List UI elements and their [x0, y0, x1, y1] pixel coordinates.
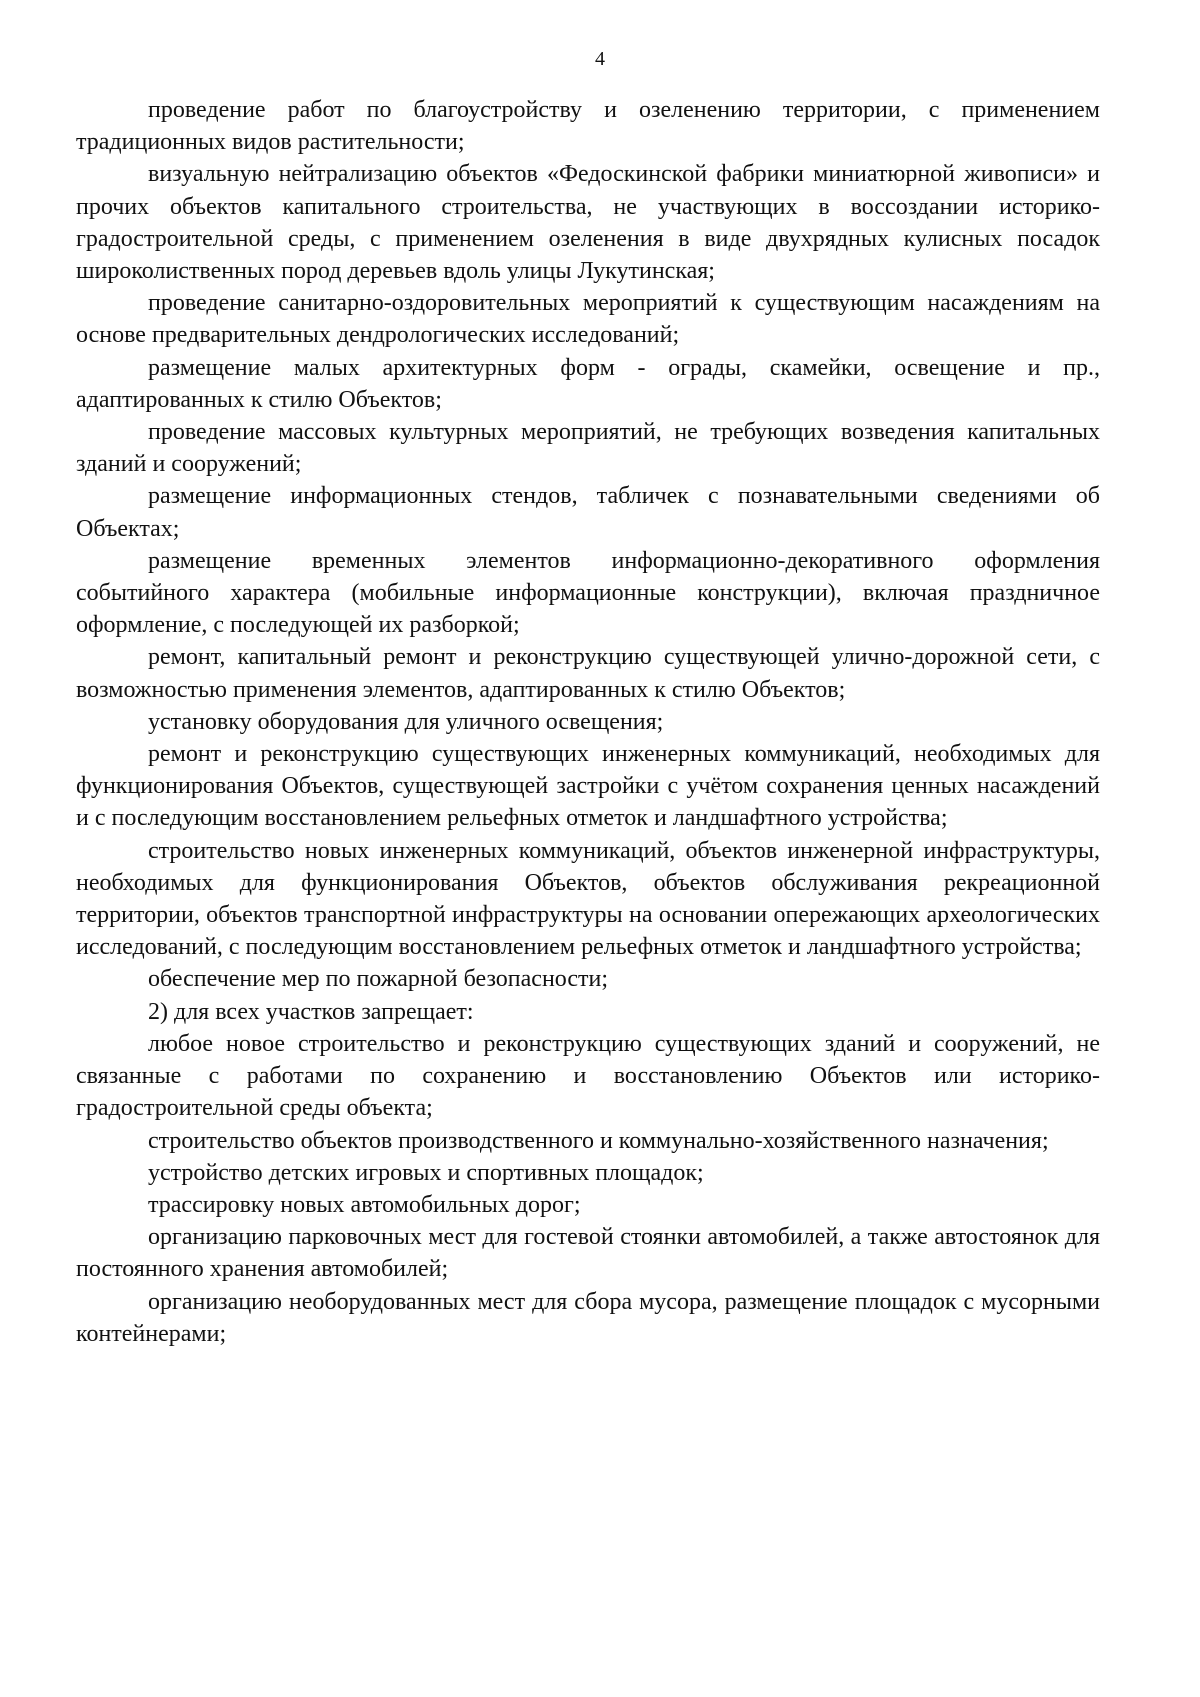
paragraph-new-construction-ban: любое новое строительство и реконструкцию существующих зданий и сооружений, не связанные с работами по сохранению и восстановлению Объектов или историко-градостроительной среды объекта; — [76, 1030, 1100, 1122]
paragraph-prohibitions-heading: 2) для всех участков запрещает: — [148, 998, 474, 1025]
paragraph-fire-safety: обеспечение мер по пожарной безопасности; — [148, 966, 609, 993]
paragraph-cultural-events: проведение массовых культурных мероприятий, не требующих возведения капитальных зданий и сооружений; — [76, 419, 1100, 478]
paragraph-sanitary-measures: проведение санитарно-оздоровительных мероприятий к существующим насаждениям на основе предварительных дендрологических исследований; — [76, 290, 1100, 349]
paragraph-playgrounds-ban: устройство детских игровых и спортивных площадок; — [148, 1159, 704, 1186]
paragraph-landscaping: проведение работ по благоустройству и озеленению территории, с применением традиционных видов растительности; — [76, 97, 1100, 156]
paragraph-information-stands: размещение информационных стендов, табличек с познавательными сведениями об Объектах; — [76, 483, 1100, 542]
page-number: 4 — [595, 48, 605, 70]
paragraph-street-lighting: установку оборудования для уличного освещения; — [148, 708, 664, 735]
paragraph-utilities-repair: ремонт и реконструкцию существующих инженерных коммуникаций, необходимых для функционирования Объектов, существующей застройки с учётом сохранения ценных насаждений и с последующим восстановлением рельефных отметок и ландшафтного устройства; — [76, 741, 1100, 832]
paragraph-small-architectural-forms: размещение малых архитектурных форм - ограды, скамейки, освещение и пр., адаптированных к стилю Объектов; — [76, 354, 1100, 413]
paragraph-parking-ban: организацию парковочных мест для гостевой стоянки автомобилей, а также автостоянок для постоянного хранения автомобилей; — [76, 1224, 1100, 1283]
paragraph-new-roads-ban: трассировку новых автомобильных дорог; — [148, 1191, 581, 1218]
paragraph-visual-neutralization: визуальную нейтрализацию объектов «Федоскинской фабрики миниатюрной живописи» и прочих объектов капитального строительства, не участвующих в воссоздании историко-градостроительной среды, с применением озеленения в виде двухрядных кулисных посадок широколиственных пород деревьев вдоль улицы Лукутинская; — [76, 161, 1100, 285]
document-body — [76, 94, 1100, 1350]
paragraph-new-utilities-construction: строительство новых инженерных коммуникаций, объектов инженерной инфраструктуры, необходимых для функционирования Объектов, объектов обслуживания рекреационной территории, объектов транспортной инфраструктуры на основании опережающих археологических исследований, с последующим восстановлением рельефных отметок и ландшафтного устройства; — [76, 837, 1100, 961]
paragraph-garbage-sites-ban: организацию необорудованных мест для сбора мусора, размещение площадок с мусорными контейнерами; — [76, 1288, 1100, 1347]
paragraph-temporary-decorations: размещение временных элементов информационно-декоративного оформления событийного характера (мобильные информационные конструкции), включая праздничное оформление, с последующей их разборкой; — [76, 547, 1100, 639]
paragraph-industrial-construction-ban: строительство объектов производственного и коммунально-хозяйственного назначения; — [148, 1127, 1049, 1154]
paragraph-road-network-repair: ремонт, капитальный ремонт и реконструкцию существующей улично-дорожной сети, с возможностью применения элементов, адаптированных к стилю Объектов; — [76, 644, 1100, 703]
